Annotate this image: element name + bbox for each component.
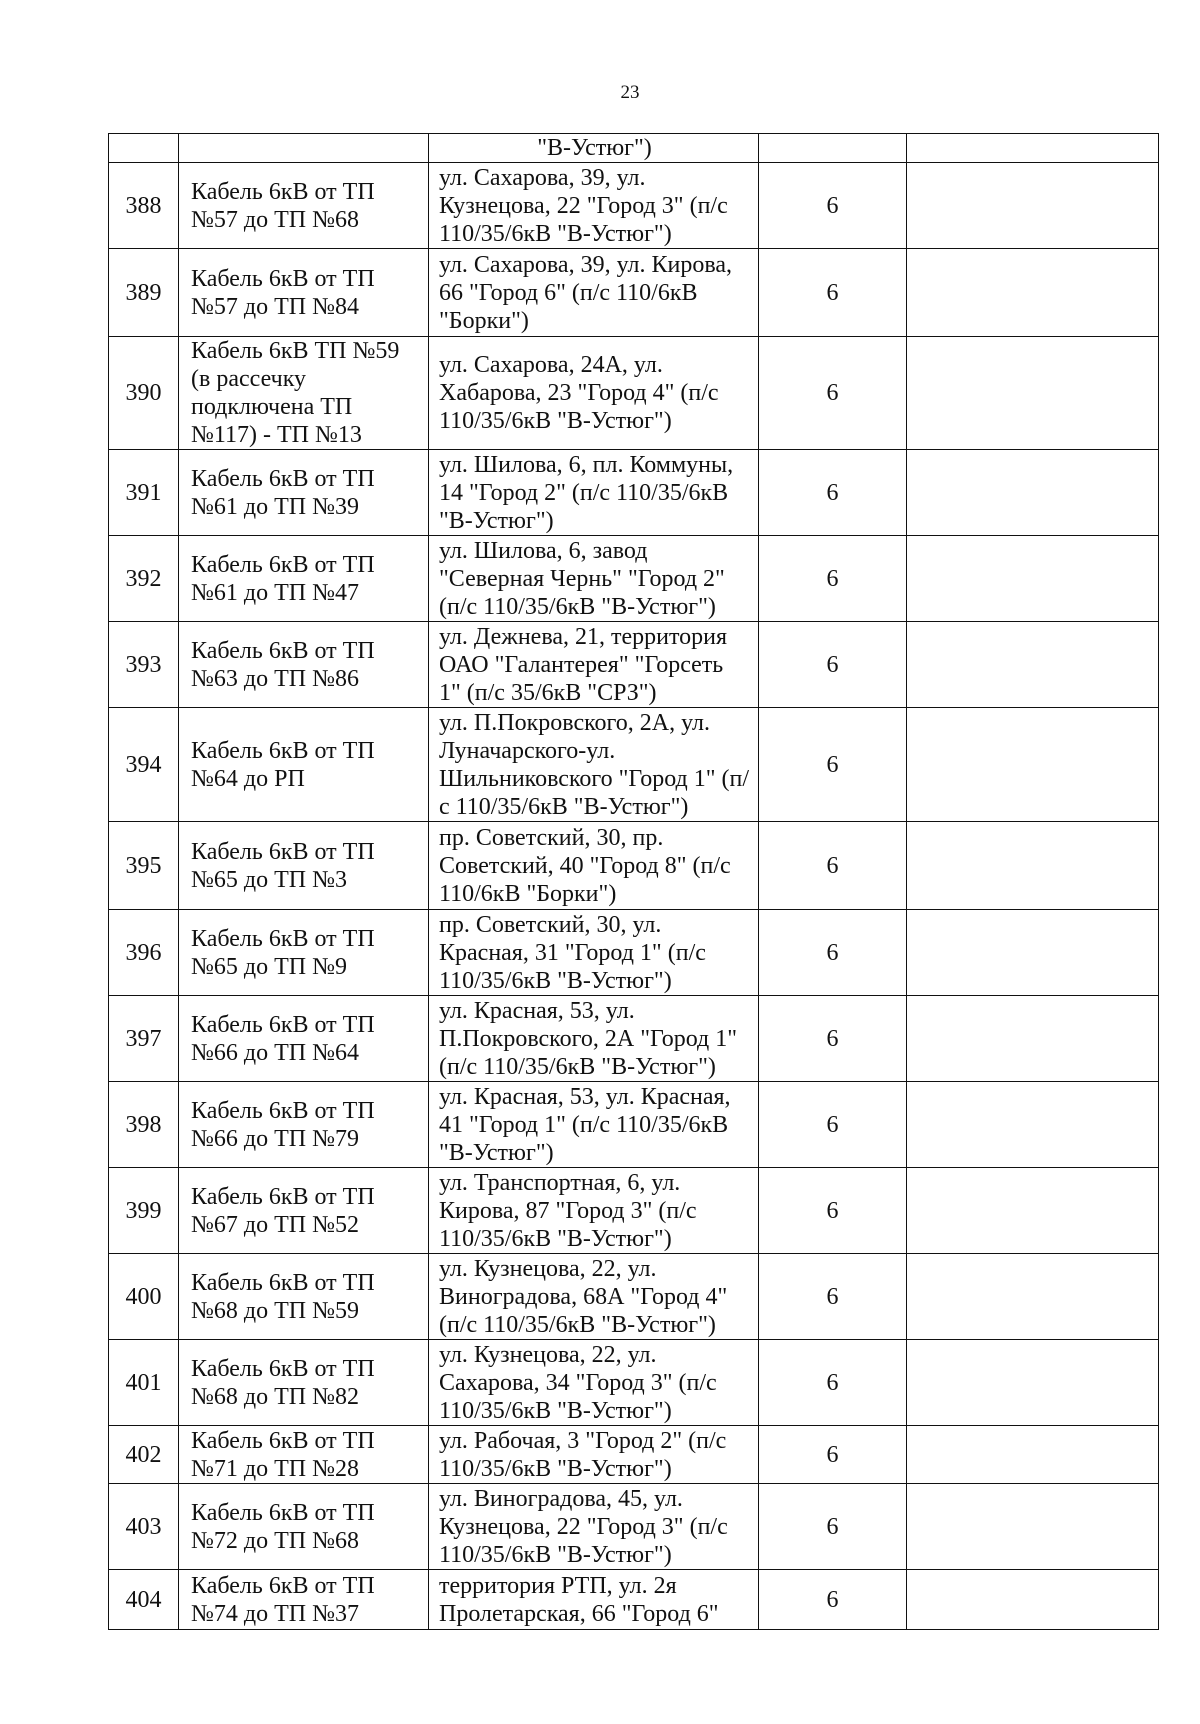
extra-cell xyxy=(907,1484,1159,1570)
extra-cell xyxy=(907,910,1159,996)
page-number: 23 xyxy=(620,82,640,103)
continuation-location: "В-Устюг") xyxy=(429,134,759,163)
voltage-value: 6 xyxy=(759,1168,907,1254)
voltage-value: 6 xyxy=(759,536,907,622)
voltage-value: 6 xyxy=(759,996,907,1082)
cable-name: Кабель 6кВ от ТП №61 до ТП №47 xyxy=(179,536,429,622)
row-number: 393 xyxy=(109,622,179,708)
extra-cell xyxy=(907,536,1159,622)
row-number: 394 xyxy=(109,708,179,822)
table-row xyxy=(109,536,1159,622)
cable-name: Кабель 6кВ от ТП №67 до ТП №52 xyxy=(179,1168,429,1254)
cable-name: Кабель 6кВ от ТП №74 до ТП №37 xyxy=(179,1570,429,1630)
cable-location: ул. Транспортная, 6, ул. Кирова, 87 "Город 3" (п/с 110/35/6кВ "В-Устюг") xyxy=(429,1168,759,1254)
row-number: 403 xyxy=(109,1484,179,1570)
voltage-value: 6 xyxy=(759,1426,907,1484)
cable-location: ул. Дежнева, 21, территория ОАО "Галантерея" "Горсеть 1" (п/с 35/6кВ "СРЗ") xyxy=(429,622,759,708)
cable-location: ул. Виноградова, 45, ул. Кузнецова, 22 "Город 3" (п/с 110/35/6кВ "В-Устюг") xyxy=(429,1484,759,1570)
extra-cell xyxy=(907,622,1159,708)
row-number: 400 xyxy=(109,1254,179,1340)
extra-cell xyxy=(907,1082,1159,1168)
cable-name: Кабель 6кВ от ТП №66 до ТП №64 xyxy=(179,996,429,1082)
table-row xyxy=(109,1254,1159,1340)
row-number: 397 xyxy=(109,996,179,1082)
voltage-value: 6 xyxy=(759,622,907,708)
cable-location: ул. Шилова, 6, завод "Северная Чернь" "Город 2" (п/с 110/35/6кВ "В-Устюг") xyxy=(429,536,759,622)
voltage-value: 6 xyxy=(759,1570,907,1630)
cable-location: ул. Красная, 53, ул. Красная, 41 "Город 1" (п/с 110/35/6кВ "В-Устюг") xyxy=(429,1082,759,1168)
table-row xyxy=(109,450,1159,536)
cable-location: ул. Сахарова, 39, ул. Кузнецова, 22 "Город 3" (п/с 110/35/6кВ "В-Устюг") xyxy=(429,163,759,249)
continuation-voltage-cell xyxy=(759,134,907,163)
cable-table xyxy=(108,133,1159,1630)
voltage-value: 6 xyxy=(759,708,907,822)
cable-location: пр. Советский, 30, ул. Красная, 31 "Город 1" (п/с 110/35/6кВ "В-Устюг") xyxy=(429,910,759,996)
cable-location: ул. Кузнецова, 22, ул. Сахарова, 34 "Город 3" (п/с 110/35/6кВ "В-Устюг") xyxy=(429,1340,759,1426)
extra-cell xyxy=(907,163,1159,249)
cable-location: ул. П.Покровского, 2А, ул. Луначарского-ул. Шильниковского "Город 1" (п/с 110/35/6кВ "В-Устюг") xyxy=(429,708,759,822)
continuation-row xyxy=(109,134,1159,163)
voltage-value: 6 xyxy=(759,163,907,249)
table-row xyxy=(109,1484,1159,1570)
cable-table-body xyxy=(109,134,1159,1630)
cable-name: Кабель 6кВ от ТП №65 до ТП №9 xyxy=(179,910,429,996)
cable-location: ул. Рабочая, 3 "Город 2" (п/с 110/35/6кВ "В-Устюг") xyxy=(429,1426,759,1484)
extra-cell xyxy=(907,708,1159,822)
cable-name: Кабель 6кВ от ТП №63 до ТП №86 xyxy=(179,622,429,708)
continuation-num-cell xyxy=(109,134,179,163)
cable-name: Кабель 6кВ от ТП №57 до ТП №68 xyxy=(179,163,429,249)
table-row xyxy=(109,163,1159,249)
table-row xyxy=(109,249,1159,337)
cable-location: пр. Советский, 30, пр. Советский, 40 "Город 8" (п/с 110/6кВ "Борки") xyxy=(429,822,759,910)
voltage-value: 6 xyxy=(759,249,907,337)
voltage-value: 6 xyxy=(759,1254,907,1340)
extra-cell xyxy=(907,337,1159,450)
table-row xyxy=(109,622,1159,708)
extra-cell xyxy=(907,450,1159,536)
voltage-value: 6 xyxy=(759,1340,907,1426)
table-row xyxy=(109,1168,1159,1254)
extra-cell xyxy=(907,822,1159,910)
table-row xyxy=(109,1340,1159,1426)
row-number: 396 xyxy=(109,910,179,996)
cable-name: Кабель 6кВ от ТП №68 до ТП №82 xyxy=(179,1340,429,1426)
extra-cell xyxy=(907,1570,1159,1630)
row-number: 399 xyxy=(109,1168,179,1254)
row-number: 398 xyxy=(109,1082,179,1168)
extra-cell xyxy=(907,1168,1159,1254)
cable-name: Кабель 6кВ от ТП №71 до ТП №28 xyxy=(179,1426,429,1484)
table-row xyxy=(109,708,1159,822)
cable-location: ул. Кузнецова, 22, ул. Виноградова, 68А "Город 4" (п/с 110/35/6кВ "В-Устюг") xyxy=(429,1254,759,1340)
extra-cell xyxy=(907,996,1159,1082)
extra-cell xyxy=(907,1426,1159,1484)
row-number: 401 xyxy=(109,1340,179,1426)
cable-name: Кабель 6кВ от ТП №57 до ТП №84 xyxy=(179,249,429,337)
voltage-value: 6 xyxy=(759,1484,907,1570)
cable-name: Кабель 6кВ от ТП №61 до ТП №39 xyxy=(179,450,429,536)
table-row xyxy=(109,822,1159,910)
table-row xyxy=(109,1426,1159,1484)
row-number: 392 xyxy=(109,536,179,622)
voltage-value: 6 xyxy=(759,822,907,910)
row-number: 390 xyxy=(109,337,179,450)
cable-name: Кабель 6кВ от ТП №64 до РП xyxy=(179,708,429,822)
cable-location: территория РТП, ул. 2я Пролетарская, 66 "Город 6" xyxy=(429,1570,759,1630)
table-row xyxy=(109,910,1159,996)
row-number: 391 xyxy=(109,450,179,536)
row-number: 404 xyxy=(109,1570,179,1630)
row-number: 389 xyxy=(109,249,179,337)
voltage-value: 6 xyxy=(759,1082,907,1168)
extra-cell xyxy=(907,249,1159,337)
row-number: 395 xyxy=(109,822,179,910)
row-number: 402 xyxy=(109,1426,179,1484)
cable-location: ул. Шилова, 6, пл. Коммуны, 14 "Город 2" (п/с 110/35/6кВ "В-Устюг") xyxy=(429,450,759,536)
cable-location: ул. Красная, 53, ул. П.Покровского, 2А "Город 1" (п/с 110/35/6кВ "В-Устюг") xyxy=(429,996,759,1082)
cable-name: Кабель 6кВ от ТП №65 до ТП №3 xyxy=(179,822,429,910)
row-number: 388 xyxy=(109,163,179,249)
table-row xyxy=(109,996,1159,1082)
cable-location: ул. Сахарова, 39, ул. Кирова, 66 "Город 6" (п/с 110/6кВ "Борки") xyxy=(429,249,759,337)
continuation-extra-cell xyxy=(907,134,1159,163)
voltage-value: 6 xyxy=(759,450,907,536)
table-row xyxy=(109,1082,1159,1168)
voltage-value: 6 xyxy=(759,910,907,996)
cable-name: Кабель 6кВ от ТП №66 до ТП №79 xyxy=(179,1082,429,1168)
continuation-name-cell xyxy=(179,134,429,163)
table-row xyxy=(109,1570,1159,1630)
table-row xyxy=(109,337,1159,450)
cable-name: Кабель 6кВ ТП №59 (в рассечку подключена ТП №117) - ТП №13 xyxy=(179,337,429,450)
extra-cell xyxy=(907,1254,1159,1340)
cable-name: Кабель 6кВ от ТП №68 до ТП №59 xyxy=(179,1254,429,1340)
voltage-value: 6 xyxy=(759,337,907,450)
extra-cell xyxy=(907,1340,1159,1426)
cable-name: Кабель 6кВ от ТП №72 до ТП №68 xyxy=(179,1484,429,1570)
cable-location: ул. Сахарова, 24А, ул. Хабарова, 23 "Город 4" (п/с 110/35/6кВ "В-Устюг") xyxy=(429,337,759,450)
